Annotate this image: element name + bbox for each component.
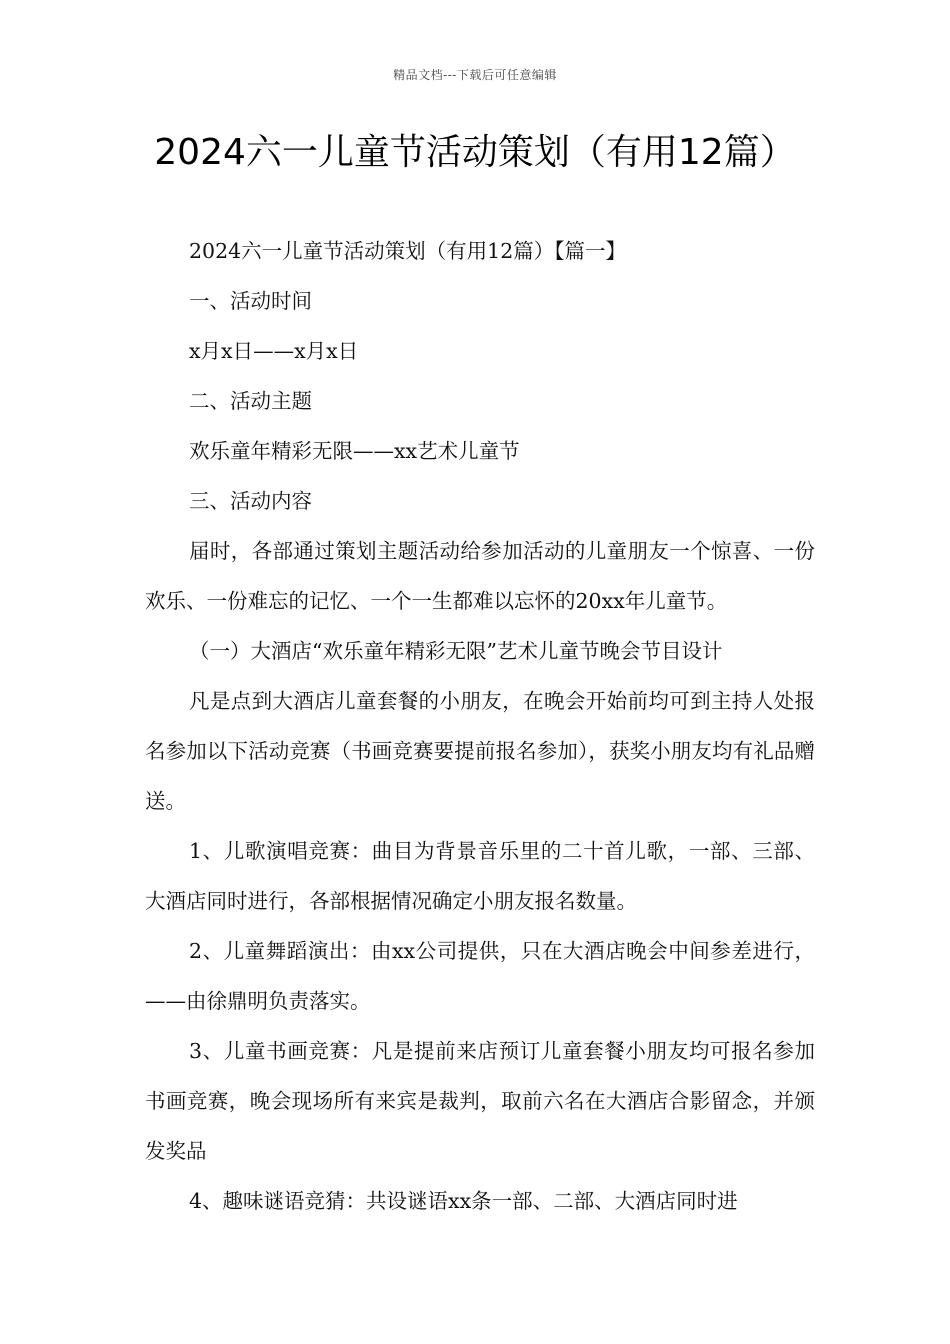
paragraph-item-3: 3、儿童书画竞赛：凡是提前来店预订儿童套餐小朋友均可报名参加书画竞赛，晚会现场所有来宾是裁判，取前六名在大酒店合影留念，并颁发奖品	[145, 1039, 815, 1163]
document-title: 2024六一儿童节活动策划（有用12篇）	[154, 132, 796, 173]
paragraph-subtitle: 2024六一儿童节活动策划（有用12篇）【篇一】	[189, 239, 627, 263]
paragraph-content-intro: 届时，各部通过策划主题活动给参加活动的儿童朋友一个惊喜、一份欢乐、一份难忘的记忆、一个一生都难以忘怀的20xx年儿童节。	[145, 539, 815, 613]
paragraph-heading-time: 一、活动时间	[189, 289, 312, 313]
paragraph-heading-content: 三、活动内容	[189, 489, 312, 513]
paragraph-theme: 欢乐童年精彩无限——xx艺术儿童节	[189, 439, 520, 463]
header-note: 精品文档---下载后可任意编辑	[393, 68, 557, 82]
paragraph-time: x月x日——x月x日	[189, 339, 359, 363]
paragraph-heading-theme: 二、活动主题	[189, 389, 312, 413]
paragraph-signup: 凡是点到大酒店儿童套餐的小朋友，在晚会开始前均可到主持人处报名参加以下活动竞赛（书画竞赛要提前报名参加），获奖小朋友均有礼品赠送。	[145, 689, 815, 813]
paragraph-item-2: 2、儿童舞蹈演出：由xx公司提供，只在大酒店晚会中间参差进行，——由徐鼎明负责落实。	[145, 939, 815, 1013]
paragraph-section-one: （一）大酒店“欢乐童年精彩无限”艺术儿童节晚会节目设计	[189, 639, 723, 663]
document-body	[145, 226, 815, 1226]
paragraph-item-1: 1、儿歌演唱竞赛：曲目为背景音乐里的二十首儿歌，一部、三部、大酒店同时进行，各部根据情况确定小朋友报名数量。	[145, 839, 815, 913]
paragraph-item-4: 4、趣味谜语竞猜：共设谜语xx条一部、二部、大酒店同时进	[189, 1189, 738, 1213]
